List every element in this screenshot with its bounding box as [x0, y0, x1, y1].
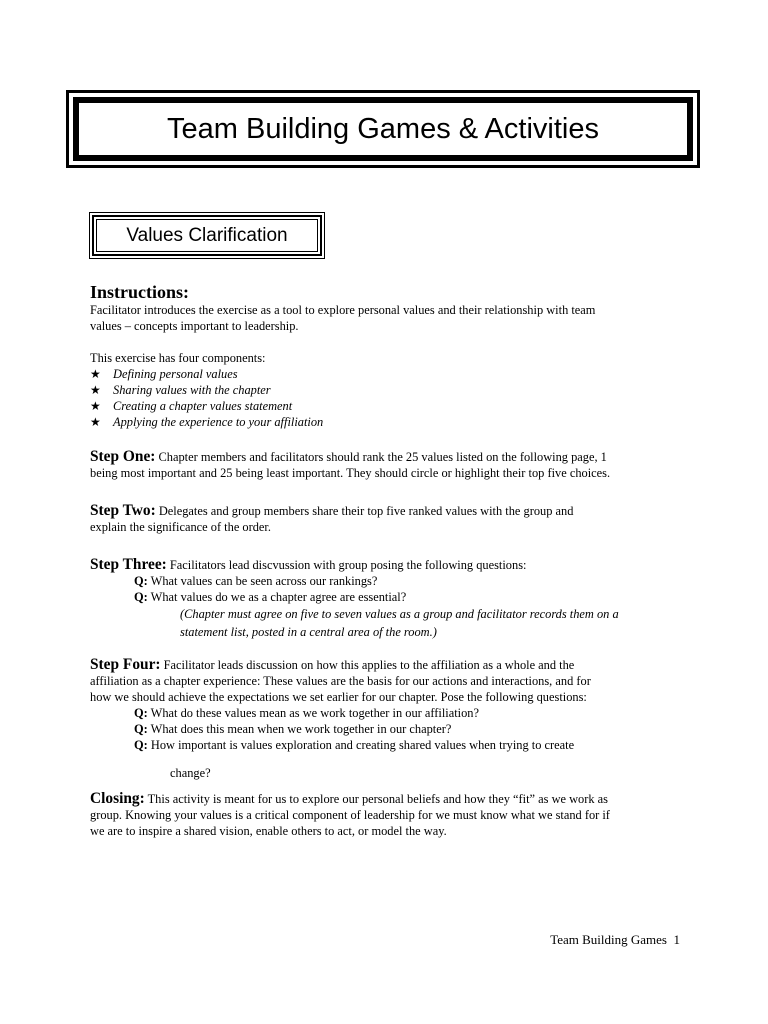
- page-footer: [490, 932, 680, 948]
- star-bullet-icon: ★: [90, 399, 101, 413]
- component-text: Defining personal values: [113, 367, 238, 381]
- closing-block: [90, 791, 690, 839]
- step-three-line1: Facilitators lead discvussion with group posing the following questions:: [166, 558, 527, 572]
- component-text: Creating a chapter values statement: [113, 399, 293, 413]
- step-two-block: [90, 503, 690, 535]
- q-label: Q:: [134, 706, 148, 720]
- q-label: Q:: [134, 738, 148, 752]
- list-item: [90, 366, 690, 382]
- section-frame-inner: [96, 219, 318, 252]
- title-frame-inner: [77, 101, 689, 157]
- star-bullet-icon: ★: [90, 367, 101, 381]
- step-one-block: [90, 449, 690, 481]
- footer-text: Team Building Games: [550, 932, 667, 947]
- step-four-block: [90, 657, 690, 794]
- list-item: [90, 398, 690, 414]
- question-continuation: change?: [170, 766, 211, 781]
- question-line: [134, 705, 690, 721]
- closing-line3: we are to inspire a shared vision, enable others to act, or model the way.: [90, 824, 447, 838]
- step-three-label: Step Three:: [90, 556, 167, 573]
- step-three-block: [90, 557, 690, 641]
- step-four-line3: how we should achieve the expectations we set earlier for our chapter. Pose the following questions:: [90, 690, 587, 704]
- question-line: [134, 573, 690, 589]
- step-two-line1: Delegates and group members share their top five ranked values with the group and: [155, 504, 574, 518]
- closing-line1: This activity is meant for us to explore our personal beliefs and how they “fit” as we work as: [144, 792, 608, 806]
- section-title: Values Clarification: [126, 225, 288, 246]
- step-four-label: Step Four: [90, 656, 156, 673]
- step-four-line2: affiliation as a chapter experience: These values are the basis for our actions and interactions, and for: [90, 674, 591, 688]
- components-intro: This exercise has four components:: [90, 351, 266, 365]
- components-list: [90, 366, 690, 430]
- instructions-heading: Instructions:: [90, 282, 190, 302]
- question-line: [134, 589, 690, 605]
- page-number: 1: [673, 932, 680, 947]
- list-item: [90, 414, 690, 430]
- step-three-note-line1: (Chapter must agree on five to seven values as a group and facilitator records them on a: [180, 607, 619, 621]
- component-text: Applying the experience to your affiliation: [113, 415, 324, 429]
- star-bullet-icon: ★: [90, 383, 101, 397]
- components-block: [90, 350, 690, 430]
- step-two-colon: :: [150, 502, 156, 519]
- step-one-label: Step One:: [90, 448, 156, 465]
- question-line: [134, 721, 690, 737]
- instructions-block: [90, 282, 690, 334]
- star-bullet-icon: ★: [90, 415, 101, 429]
- component-text: Sharing values with the chapter: [113, 383, 271, 397]
- question-text: How important is values exploration and creating shared values when trying to create: [150, 738, 575, 752]
- step-two-label: Step Two: [90, 502, 151, 519]
- instructions-intro-line2: values – concepts important to leadership.: [90, 319, 299, 333]
- q-label: Q:: [134, 574, 148, 588]
- section-frame: [89, 212, 325, 259]
- question-text: What values do we as a chapter agree are essential?: [150, 590, 407, 604]
- question-text: What do these values mean as we work together in our affiliation?: [150, 706, 479, 720]
- step-one-line2: being most important and 25 being least important. They should circle or highlight their top five choices.: [90, 466, 611, 480]
- closing-line2: group. Knowing your values is a critical component of leadership for we must know what we stand for if: [90, 808, 610, 822]
- step-two-line2: explain the significance of the order.: [90, 520, 271, 534]
- step-four-line1: Facilitator leads discussion on how this applies to the affiliation as a whole and the: [160, 658, 575, 672]
- instructions-intro-line1: Facilitator introduces the exercise as a tool to explore personal values and their relationship with team: [90, 303, 596, 317]
- document-title: Team Building Games & Activities: [167, 112, 599, 145]
- question-line: [134, 737, 690, 753]
- question-text: What does this mean when we work together in our chapter?: [150, 722, 452, 736]
- q-label: Q:: [134, 722, 148, 736]
- title-frame: [66, 90, 700, 168]
- q-label: Q:: [134, 590, 148, 604]
- step-four-colon: :: [155, 656, 161, 673]
- list-item: [90, 382, 690, 398]
- question-text: What values can be seen across our rankings?: [150, 574, 378, 588]
- step-one-line1: Chapter members and facilitators should rank the 25 values listed on the following page, 1: [155, 450, 607, 464]
- closing-label: Closing:: [90, 790, 145, 807]
- step-three-note-line2: statement list, posted in a central area of the room.): [180, 625, 437, 639]
